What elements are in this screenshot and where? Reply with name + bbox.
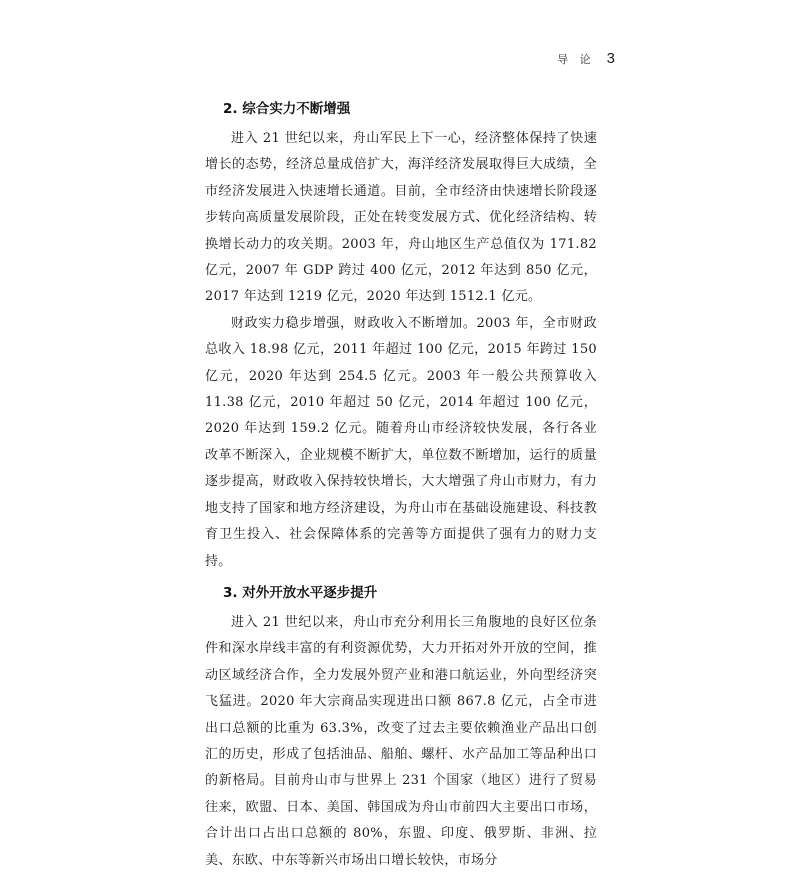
running-head (557, 50, 615, 67)
paragraph-economic-growth: 进入 21 世纪以来，舟山军民上下一心，经济整体保持了快速增长的态势，经济总量成倍扩大，海洋经济发展取得巨大成绩，全市经济发展进入快速增长通道。目前，全市经济由快速增长阶段逐步转向高质量发展阶段，正处在转变发展方式、优化经济结构、转换增长动力的攻关期。2003 年，舟山地区生产总值仅为 171.82 亿元，2007 年 GDP 跨过 400 亿元，2012 年达到 850 亿元，2017 年达到 1219 亿元，2020 年达到 1512.1 亿元。 (205, 131, 597, 305)
section-heading-comprehensive-strength: 2. 综合实力不断增强 (223, 101, 351, 117)
page-number: 3 (606, 50, 615, 67)
running-head-section: 导 论 (557, 53, 595, 66)
section-heading-opening-up: 3. 对外开放水平逐步提升 (223, 584, 378, 601)
body-text (205, 95, 597, 874)
paragraph-foreign-trade: 进入 21 世纪以来，舟山市充分利用长三角腹地的良好区位条件和深水岸线丰富的有利资源优势，大力开拓对外开放的空间，推动区域经济合作，全力发展外贸产业和港口航运业，外向型经济突飞猛进。2020 年大宗商品实现进出口额 867.8 亿元，占全市进出口总额的比重为 63.3%，改变了过去主要依赖渔业产品出口创汇的历史，形成了包括油品、船舶、螺杆、水产品加工等品种出口的新格局。目前舟山市与世界上 231 个国家（地区）进行了贸易往来，欧盟、日本、美国、韩国成为舟山市前四大主要出口市场，合计出口占出口总额的 80%，东盟、印度、俄罗斯、非洲、拉美、东欧、中东等新兴市场出口增长较快，市场分 (205, 614, 597, 868)
paragraph-fiscal-strength: 财政实力稳步增强，财政收入不断增加。2003 年，全市财政总收入 18.98 亿元，2011 年超过 100 亿元，2015 年跨过 150 亿元，2020 年达到 254.5 亿元。2003 年一般公共预算收入 11.38 亿元，2010 年超过 50 亿元，2014 年超过 100 亿元，2020 年达到 159.2 亿元。随着舟山市经济较快发展，各行各业改革不断深入，企业规模不断扩大，单位数不断增加，运行的质量逐步提高，财政收入保持较快增长，大大增强了舟山市财力，有力地支持了国家和地方经济建设，为舟山市在基础设施建设、科技教育卫生投入、社会保障体系的完善等方面提供了强有力的财力支持。 (205, 315, 597, 569)
